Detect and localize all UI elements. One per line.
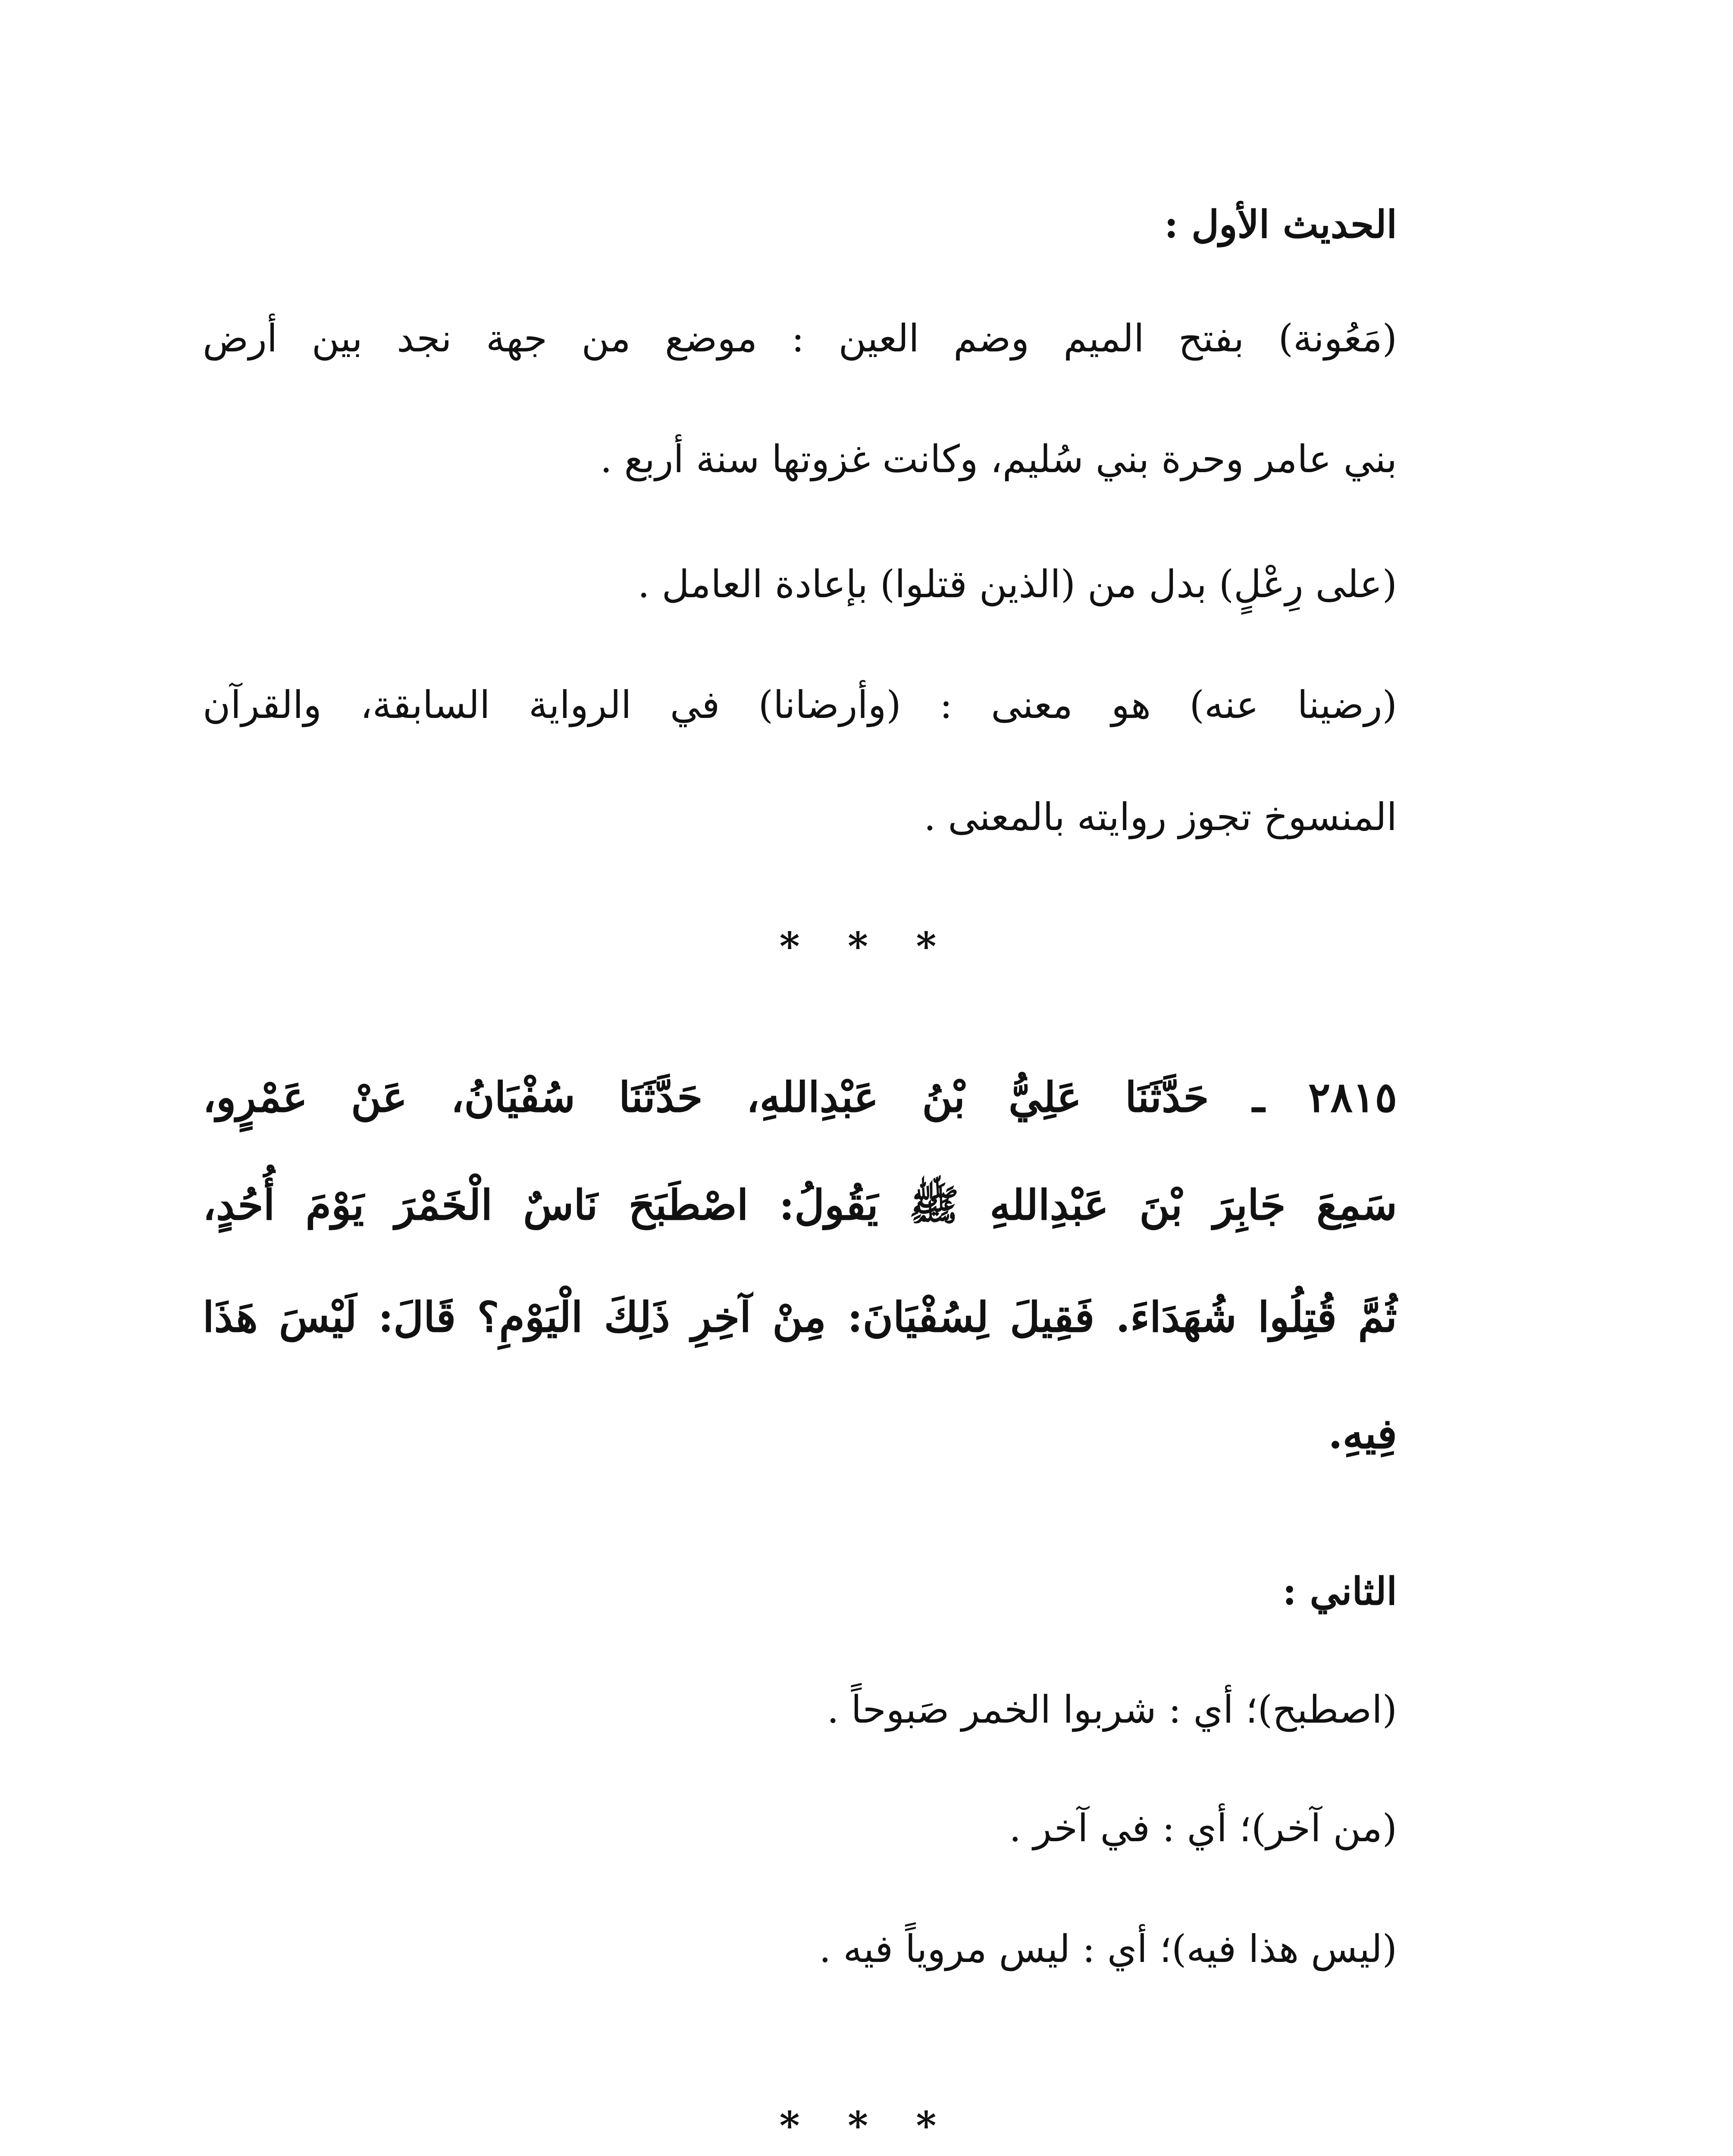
note-maouna-cont [203,438,1397,481]
hadith-text [203,1294,1397,1341]
separator-stars: * * * [779,2103,954,2149]
hadith-text [203,1074,1397,1121]
note-radina [203,683,1397,727]
note-min-akhir [203,1807,1397,1850]
note-line: (مَعُونة) بفتح الميم وضم العين : موضع من جهة نجد بين أرض [203,316,1397,360]
note-line: (على رِعْلٍ) بدل من (الذين قتلوا) بإعادة العامل . [637,562,1397,606]
separator-stars: * * * [779,924,954,969]
section-2-heading: الثاني : [1282,1569,1397,1614]
hadith-line: ٢٨١٥ ـ حَدَّثَنَا عَلِيُّ بْنُ عَبْدِاللهِ، حَدَّثَنَا سُفْيَانُ، عَنْ عَمْرٍو، [203,1073,1397,1122]
note-line: (ليس هذا فيه)؛ أي : ليس مروياً فيه . [819,1927,1397,1971]
section-2 [203,1570,1397,1613]
note-ril [203,563,1397,606]
note-line: بني عامر وحرة بني سُليم، وكانت غزوتها سنة أربع . [600,437,1397,481]
note-laysa [203,1927,1397,1971]
note-line: (رضينا عنه) هو معنى : (وأرضانا) في الرواية السابقة، والقرآن [203,683,1397,727]
hadith-line: فِيهِ. [1328,1409,1397,1458]
hadith-text [203,1410,1397,1457]
section-1-heading: الحديث الأول : [1164,202,1397,247]
note-radina-cont [203,796,1397,839]
note-line: المنسوخ تجوز روايته بالمعنى . [924,795,1397,839]
note-line: (من آخر)؛ أي : في آخر . [1009,1806,1397,1850]
section-1 [203,203,1397,246]
note-maouna [203,317,1397,360]
hadith-text [203,1181,1397,1229]
note-istabaha [203,1688,1397,1731]
hadith-line: سَمِعَ جَابِرَ بْنَ عَبْدِاللهِ ﷺ يَقُولُ: اصْطَبَحَ نَاسٌ الْخَمْرَ يَوْمَ أُحُدٍ، [203,1181,1397,1229]
note-line: (اصطبح)؛ أي : شربوا الخمر صَبوحاً . [827,1687,1397,1732]
hadith-line: ثُمَّ قُتِلُوا شُهَدَاءَ. فَقِيلَ لِسُفْيَانَ: مِنْ آخِرِ ذَلِكَ الْيَوْمِ؟ قَالَ: لَيْسَ هَذَا [203,1293,1397,1341]
